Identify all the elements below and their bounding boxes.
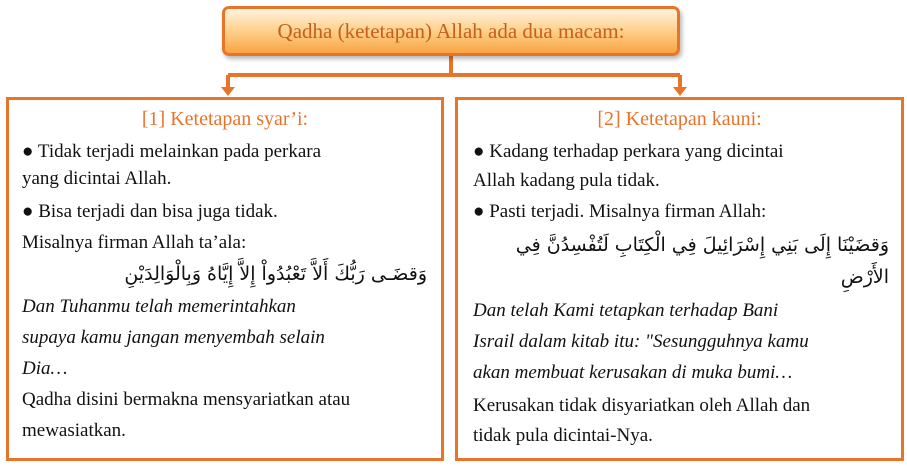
bullet-text: Allah kadang pula tidak. xyxy=(473,170,660,191)
diagram-title: Qadha (ketetapan) Allah ada dua macam: xyxy=(277,18,625,43)
panel-ketetapan-kauni xyxy=(455,97,904,461)
bullet-text: ● Pasti terjadi. Misalnya firman Allah: xyxy=(473,201,767,222)
panel-ketetapan-syari xyxy=(6,97,444,461)
conclusion-text: tidak pula dicintai-Nya. xyxy=(473,425,653,446)
bullet-text: ● Tidak terjadi melainkan pada perkara xyxy=(22,141,322,162)
bullet-text: yang dicintai Allah. xyxy=(22,168,172,189)
title-box xyxy=(222,6,680,56)
conclusion-text: Kerusakan tidak disyariatkan oleh Allah dan xyxy=(473,395,811,416)
arabic-verse: وَقضَيْنَا إِلَى بَنِي إِسْرَائِيلَ فِي الْكِتَابِ لَتُفْسِدُنَّ فِي xyxy=(515,234,889,256)
translation-text: supaya kamu jangan menyembah selain xyxy=(22,327,325,348)
bullet-text: ● Kadang terhadap perkara yang dicintai xyxy=(473,141,784,162)
conclusion-text: mewasiatkan. xyxy=(22,420,126,441)
translation-text: Dan telah Kami tetapkan terhadap Bani xyxy=(473,300,779,321)
translation-text: Dan Tuhanmu telah memerintahkan xyxy=(22,296,296,317)
panel-heading: [1] Ketetapan syar’i: xyxy=(141,108,309,130)
translation-text: akan membuat kerusakan di muka bumi… xyxy=(473,362,793,383)
arabic-verse: وَقضَـى رَبُّكَ أَلاَّ تَعْبُدُواْ إِلاَّ إِيَّاهُ وَبِالْوَالِدَيْنِ xyxy=(124,263,427,285)
translation-text: Dia… xyxy=(22,358,68,379)
bullet-text: ● Bisa terjadi dan bisa juga tidak. xyxy=(22,201,278,222)
conclusion-text: Qadha disini bermakna mensyariatkan atau xyxy=(22,389,351,410)
translation-text: Israil dalam kitab itu: "Sesungguhnya kamu xyxy=(473,331,809,352)
panel-heading: [2] Ketetapan kauni: xyxy=(597,108,762,130)
arabic-verse: الأَرْضِ xyxy=(840,266,889,288)
arrow-left-head xyxy=(221,87,235,96)
arrow-right-head xyxy=(673,87,687,96)
example-intro: Misalnya firman Allah ta’ala: xyxy=(22,232,247,253)
